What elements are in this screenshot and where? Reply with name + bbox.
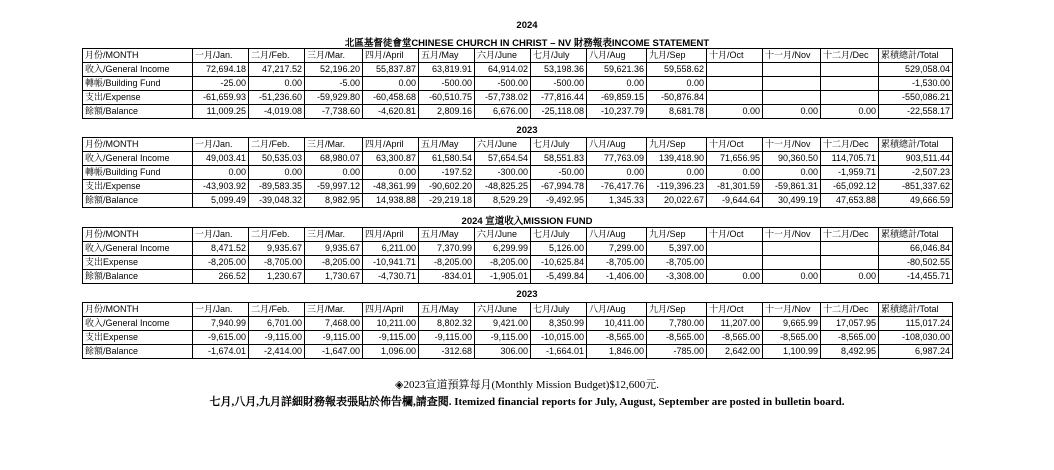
value-cell: 0.00 — [305, 166, 363, 180]
value-cell: 2,642.00 — [707, 345, 763, 359]
header-cell: 十二月/Dec — [821, 228, 879, 242]
header-cell: 一月/Jan. — [193, 138, 249, 152]
value-cell: -8,565.00 — [821, 331, 879, 345]
value-cell: 59,621.36 — [587, 63, 647, 77]
header-cell: 十二月/Dec — [821, 138, 879, 152]
value-cell — [707, 77, 763, 91]
header-cell: 七月/July — [531, 138, 587, 152]
value-cell: 8,471.52 — [193, 242, 249, 256]
value-cell: 0.00 — [249, 166, 305, 180]
table-header-row — [83, 49, 953, 63]
header-cell: 累積總計/Total — [879, 303, 953, 317]
value-cell: -500.00 — [531, 77, 587, 91]
table-header-row — [83, 228, 953, 242]
value-cell: -2,507.23 — [879, 166, 953, 180]
value-cell: -59,929.80 — [305, 91, 363, 105]
value-cell: 115,017.24 — [879, 317, 953, 331]
table-row — [83, 194, 953, 208]
value-cell: 90,360.50 — [763, 152, 821, 166]
value-cell: 63,819.91 — [419, 63, 475, 77]
value-cell: 0.00 — [647, 77, 707, 91]
header-cell: 七月/July — [531, 228, 587, 242]
row-label: 支出/Expense — [83, 180, 193, 194]
header-cell: 二月/Feb. — [249, 49, 305, 63]
header-cell: 四月/April — [363, 303, 419, 317]
value-cell: -8,565.00 — [647, 331, 707, 345]
header-cell: 七月/July — [531, 49, 587, 63]
value-cell: -9,115.00 — [475, 331, 531, 345]
value-cell: -22,558.17 — [879, 105, 953, 119]
value-cell: 1,345.33 — [587, 194, 647, 208]
value-cell: -89,583.35 — [249, 180, 305, 194]
header-cell: 月份/MONTH — [83, 49, 193, 63]
header-cell: 十二月/Dec — [821, 49, 879, 63]
header-cell: 四月/April — [363, 49, 419, 63]
section-title-2023-income: 2023 — [516, 125, 538, 136]
value-cell: -5.00 — [305, 77, 363, 91]
value-cell: 0.00 — [821, 105, 879, 119]
value-cell: -1,647.00 — [305, 345, 363, 359]
header-cell: 六月/June — [475, 303, 531, 317]
value-cell: 0.00 — [363, 77, 419, 91]
header-cell: 十月/Oct — [707, 49, 763, 63]
value-cell: 9,421.00 — [475, 317, 531, 331]
value-cell: -8,705.00 — [249, 256, 305, 270]
value-cell: 139,418.90 — [647, 152, 707, 166]
value-cell: 59,558.62 — [647, 63, 707, 77]
value-cell: 52,196.20 — [305, 63, 363, 77]
value-cell: -9,644.64 — [707, 194, 763, 208]
value-cell — [763, 242, 821, 256]
row-label: 轉帳/Building Fund — [83, 77, 193, 91]
header-cell: 七月/July — [531, 303, 587, 317]
value-cell: 0.00 — [707, 166, 763, 180]
row-label: 支出Expense — [83, 256, 193, 270]
value-cell: -1,530.00 — [879, 77, 953, 91]
header-cell: 一月/Jan. — [193, 49, 249, 63]
value-cell: -8,705.00 — [647, 256, 707, 270]
value-cell — [707, 91, 763, 105]
header-cell: 累積總計/Total — [879, 228, 953, 242]
header-cell: 月份/MONTH — [83, 138, 193, 152]
value-cell: 58,551.83 — [531, 152, 587, 166]
header-cell: 九月/Sep — [647, 49, 707, 63]
header-cell: 五月/May — [419, 138, 475, 152]
value-cell: 529,058.04 — [879, 63, 953, 77]
table-row — [83, 63, 953, 77]
value-cell: 6,676.00 — [475, 105, 531, 119]
value-cell: -1,905.01 — [475, 270, 531, 284]
value-cell: 0.00 — [587, 77, 647, 91]
report-title: 北區基督徒會堂CHINESE CHURCH IN CHRIST – NV 財務報表INCOME STATEMENT — [344, 38, 710, 49]
value-cell: 11,207.00 — [707, 317, 763, 331]
value-cell: -59,861.31 — [763, 180, 821, 194]
value-cell: 71,656.95 — [707, 152, 763, 166]
header-cell: 十月/Oct — [707, 303, 763, 317]
value-cell: -8,205.00 — [475, 256, 531, 270]
value-cell: 14,938.88 — [363, 194, 419, 208]
value-cell: -8,705.00 — [587, 256, 647, 270]
value-cell: 6,701.00 — [249, 317, 305, 331]
value-cell: 9,665.99 — [763, 317, 821, 331]
header-cell: 十一月/Nov — [763, 138, 821, 152]
header-cell: 六月/June — [475, 228, 531, 242]
value-cell — [763, 256, 821, 270]
row-label: 收入/General Income — [83, 63, 193, 77]
header-cell: 十一月/Nov — [763, 228, 821, 242]
value-cell: 53,198.36 — [531, 63, 587, 77]
value-cell — [707, 242, 763, 256]
header-cell: 十一月/Nov — [763, 303, 821, 317]
value-cell: 7,468.00 — [305, 317, 363, 331]
header-cell: 三月/Mar. — [305, 303, 363, 317]
value-cell: 68,980.07 — [305, 152, 363, 166]
value-cell: 6,987.24 — [879, 345, 953, 359]
value-cell: -8,565.00 — [587, 331, 647, 345]
value-cell — [763, 63, 821, 77]
value-cell: 1,096.00 — [363, 345, 419, 359]
value-cell: 266.52 — [193, 270, 249, 284]
table-row — [83, 152, 953, 166]
value-cell: 63,300.87 — [363, 152, 419, 166]
value-cell: -61,659.93 — [193, 91, 249, 105]
header-cell: 累積總計/Total — [879, 138, 953, 152]
value-cell: -9,115.00 — [305, 331, 363, 345]
header-cell: 一月/Jan. — [193, 228, 249, 242]
header-cell: 五月/May — [419, 303, 475, 317]
header-cell: 九月/Sep — [647, 138, 707, 152]
value-cell: -80,502.55 — [879, 256, 953, 270]
value-cell: -39,048.32 — [249, 194, 305, 208]
value-cell: 8,982.95 — [305, 194, 363, 208]
value-cell: 49,666.59 — [879, 194, 953, 208]
value-cell: -10,015.00 — [531, 331, 587, 345]
table-row — [83, 345, 953, 359]
value-cell: 7,299.00 — [587, 242, 647, 256]
value-cell: 20,022.67 — [647, 194, 707, 208]
row-label: 餘額/Balance — [83, 105, 193, 119]
value-cell: 0.00 — [763, 270, 821, 284]
value-cell: -4,620.81 — [363, 105, 419, 119]
header-cell: 十二月/Dec — [821, 303, 879, 317]
header-cell: 九月/Sep — [647, 303, 707, 317]
value-cell: -50,876.84 — [647, 91, 707, 105]
header-cell: 十月/Oct — [707, 228, 763, 242]
value-cell: -300.00 — [475, 166, 531, 180]
value-cell: 49,003.41 — [193, 152, 249, 166]
value-cell: 0.00 — [193, 166, 249, 180]
value-cell — [821, 91, 879, 105]
value-cell — [763, 77, 821, 91]
value-cell: -8,565.00 — [763, 331, 821, 345]
value-cell: 7,370.99 — [419, 242, 475, 256]
header-cell: 六月/June — [475, 138, 531, 152]
value-cell: -834.01 — [419, 270, 475, 284]
value-cell: 10,411.00 — [587, 317, 647, 331]
value-cell: -119,396.23 — [647, 180, 707, 194]
value-cell: -50.00 — [531, 166, 587, 180]
value-cell: 6,211.00 — [363, 242, 419, 256]
row-label: 支出/Expense — [83, 91, 193, 105]
table-row — [83, 91, 953, 105]
value-cell: -48,825.25 — [475, 180, 531, 194]
value-cell: -10,941.71 — [363, 256, 419, 270]
income-statement-2024-table — [82, 48, 953, 119]
mission-fund-2024-table — [82, 227, 953, 284]
value-cell: 0.00 — [249, 77, 305, 91]
value-cell: 17,057.95 — [821, 317, 879, 331]
income-statement-2023-table — [82, 137, 953, 208]
value-cell: -9,492.95 — [531, 194, 587, 208]
itemized-reports-note: 七月,八月,九月詳細財務報表張貼於佈告欄,請查閱. Itemized financial reports for July, August, September are posted in bulletin board. — [209, 396, 845, 408]
table-header-row — [83, 138, 953, 152]
value-cell: -1,406.00 — [587, 270, 647, 284]
value-cell: -1,674.01 — [193, 345, 249, 359]
section-title-2024-mission: 2024 宣道收入MISSION FUND — [461, 216, 593, 227]
value-cell: -4,730.71 — [363, 270, 419, 284]
value-cell: -60,458.68 — [363, 91, 419, 105]
row-label: 餘額/Balance — [83, 270, 193, 284]
value-cell: -108,030.00 — [879, 331, 953, 345]
value-cell: -500.00 — [419, 77, 475, 91]
value-cell: -77,816.44 — [531, 91, 587, 105]
value-cell: -90,602.20 — [419, 180, 475, 194]
value-cell: 0.00 — [587, 166, 647, 180]
value-cell: 1,846.00 — [587, 345, 647, 359]
header-cell: 三月/Mar. — [305, 138, 363, 152]
value-cell: -785.00 — [647, 345, 707, 359]
header-cell: 六月/June — [475, 49, 531, 63]
header-cell: 月份/MONTH — [83, 228, 193, 242]
value-cell: -550,086.21 — [879, 91, 953, 105]
value-cell: 64,914.02 — [475, 63, 531, 77]
value-cell: -9,115.00 — [249, 331, 305, 345]
value-cell: -57,738.02 — [475, 91, 531, 105]
value-cell: -25,118.08 — [531, 105, 587, 119]
value-cell: 72,694.18 — [193, 63, 249, 77]
header-cell: 八月/Aug — [587, 228, 647, 242]
value-cell: -8,205.00 — [305, 256, 363, 270]
value-cell: -51,236.60 — [249, 91, 305, 105]
value-cell: 5,397.00 — [647, 242, 707, 256]
header-cell: 三月/Mar. — [305, 49, 363, 63]
header-cell: 二月/Feb. — [249, 138, 305, 152]
table-row — [83, 166, 953, 180]
value-cell: -8,205.00 — [193, 256, 249, 270]
header-cell: 月份/MONTH — [83, 303, 193, 317]
table-row — [83, 77, 953, 91]
table-row — [83, 256, 953, 270]
value-cell: -500.00 — [475, 77, 531, 91]
value-cell: 66,046.84 — [879, 242, 953, 256]
table-row — [83, 105, 953, 119]
value-cell: 11,009.25 — [193, 105, 249, 119]
value-cell: 0.00 — [707, 270, 763, 284]
header-cell: 八月/Aug — [587, 303, 647, 317]
value-cell: 47,217.52 — [249, 63, 305, 77]
value-cell: 0.00 — [763, 166, 821, 180]
value-cell: 0.00 — [821, 270, 879, 284]
value-cell: 1,100.99 — [763, 345, 821, 359]
value-cell: -69,859.15 — [587, 91, 647, 105]
value-cell: 6,299.99 — [475, 242, 531, 256]
header-cell: 十月/Oct — [707, 138, 763, 152]
value-cell — [707, 63, 763, 77]
value-cell: 57,654.54 — [475, 152, 531, 166]
row-label: 餘額/Balance — [83, 194, 193, 208]
value-cell: 77,763.09 — [587, 152, 647, 166]
value-cell: -3,308.00 — [647, 270, 707, 284]
value-cell: 306.00 — [475, 345, 531, 359]
table-row — [83, 180, 953, 194]
header-cell: 二月/Feb. — [249, 228, 305, 242]
table-header-row — [83, 303, 953, 317]
header-cell: 四月/April — [363, 228, 419, 242]
value-cell — [821, 256, 879, 270]
table-row — [83, 317, 953, 331]
table-row — [83, 270, 953, 284]
row-label: 收入/General Income — [83, 152, 193, 166]
row-label: 收入/General Income — [83, 317, 193, 331]
header-cell: 一月/Jan. — [193, 303, 249, 317]
value-cell: -1,959.71 — [821, 166, 879, 180]
value-cell: 5,126.00 — [531, 242, 587, 256]
value-cell: -48,361.99 — [363, 180, 419, 194]
value-cell: 8,529.29 — [475, 194, 531, 208]
section-title-2023-mission: 2023 — [516, 289, 538, 300]
row-label: 收入/General Income — [83, 242, 193, 256]
value-cell: -851,337.62 — [879, 180, 953, 194]
value-cell: -1,664.01 — [531, 345, 587, 359]
value-cell: -25.00 — [193, 77, 249, 91]
value-cell: -65,092.12 — [821, 180, 879, 194]
mission-budget-note: ◈2023宣道預算每月(Monthly Mission Budget)$12,600元. — [395, 379, 659, 391]
value-cell: 50,535.03 — [249, 152, 305, 166]
value-cell: 8,802.32 — [419, 317, 475, 331]
value-cell: 7,780.00 — [647, 317, 707, 331]
value-cell: -4,019.08 — [249, 105, 305, 119]
row-label: 轉帳/Building Fund — [83, 166, 193, 180]
value-cell: 1,230.67 — [249, 270, 305, 284]
value-cell: -7,738.60 — [305, 105, 363, 119]
value-cell: 1,730.67 — [305, 270, 363, 284]
value-cell: -312.68 — [419, 345, 475, 359]
value-cell: 0.00 — [763, 105, 821, 119]
value-cell: -60,510.75 — [419, 91, 475, 105]
value-cell: 0.00 — [647, 166, 707, 180]
value-cell — [821, 242, 879, 256]
value-cell: -8,205.00 — [419, 256, 475, 270]
value-cell: -10,237.79 — [587, 105, 647, 119]
value-cell: -5,499.84 — [531, 270, 587, 284]
value-cell: -81,301.59 — [707, 180, 763, 194]
value-cell — [763, 91, 821, 105]
header-cell: 四月/April — [363, 138, 419, 152]
table-row — [83, 242, 953, 256]
value-cell: -76,417.76 — [587, 180, 647, 194]
value-cell: -197.52 — [419, 166, 475, 180]
value-cell: 0.00 — [707, 105, 763, 119]
value-cell: 2,809.16 — [419, 105, 475, 119]
value-cell: 55,837.87 — [363, 63, 419, 77]
value-cell: -8,565.00 — [707, 331, 763, 345]
mission-fund-2023-table — [82, 302, 953, 359]
value-cell: -9,115.00 — [419, 331, 475, 345]
value-cell: 8,492.95 — [821, 345, 879, 359]
header-cell: 五月/May — [419, 49, 475, 63]
value-cell — [821, 63, 879, 77]
value-cell: 903,511.44 — [879, 152, 953, 166]
header-cell: 八月/Aug — [587, 138, 647, 152]
value-cell: -9,615.00 — [193, 331, 249, 345]
value-cell: -29,219.18 — [419, 194, 475, 208]
header-cell: 八月/Aug — [587, 49, 647, 63]
header-cell: 二月/Feb. — [249, 303, 305, 317]
value-cell: -43,903.92 — [193, 180, 249, 194]
value-cell: 30,499.19 — [763, 194, 821, 208]
value-cell: 5,099.49 — [193, 194, 249, 208]
value-cell: -9,115.00 — [363, 331, 419, 345]
header-cell: 五月/May — [419, 228, 475, 242]
value-cell: -14,455.71 — [879, 270, 953, 284]
value-cell: 61,580.54 — [419, 152, 475, 166]
value-cell: 7,940.99 — [193, 317, 249, 331]
value-cell: -2,414.00 — [249, 345, 305, 359]
value-cell: 9,935.67 — [249, 242, 305, 256]
value-cell: 114,705.71 — [821, 152, 879, 166]
value-cell: -10,625.84 — [531, 256, 587, 270]
value-cell: 9,935.67 — [305, 242, 363, 256]
value-cell: 8,350.99 — [531, 317, 587, 331]
report-year: 2024 — [516, 20, 538, 31]
header-cell: 九月/Sep — [647, 228, 707, 242]
header-cell: 累積總計/Total — [879, 49, 953, 63]
value-cell: 47,653.88 — [821, 194, 879, 208]
value-cell: 8,681.78 — [647, 105, 707, 119]
table-row — [83, 331, 953, 345]
row-label: 支出Expense — [83, 331, 193, 345]
value-cell — [707, 256, 763, 270]
row-label: 餘額/Balance — [83, 345, 193, 359]
value-cell: 0.00 — [363, 166, 419, 180]
value-cell: -59,997.12 — [305, 180, 363, 194]
header-cell: 三月/Mar. — [305, 228, 363, 242]
value-cell: -67,994.78 — [531, 180, 587, 194]
value-cell: 10,211.00 — [363, 317, 419, 331]
header-cell: 十一月/Nov — [763, 49, 821, 63]
value-cell — [821, 77, 879, 91]
